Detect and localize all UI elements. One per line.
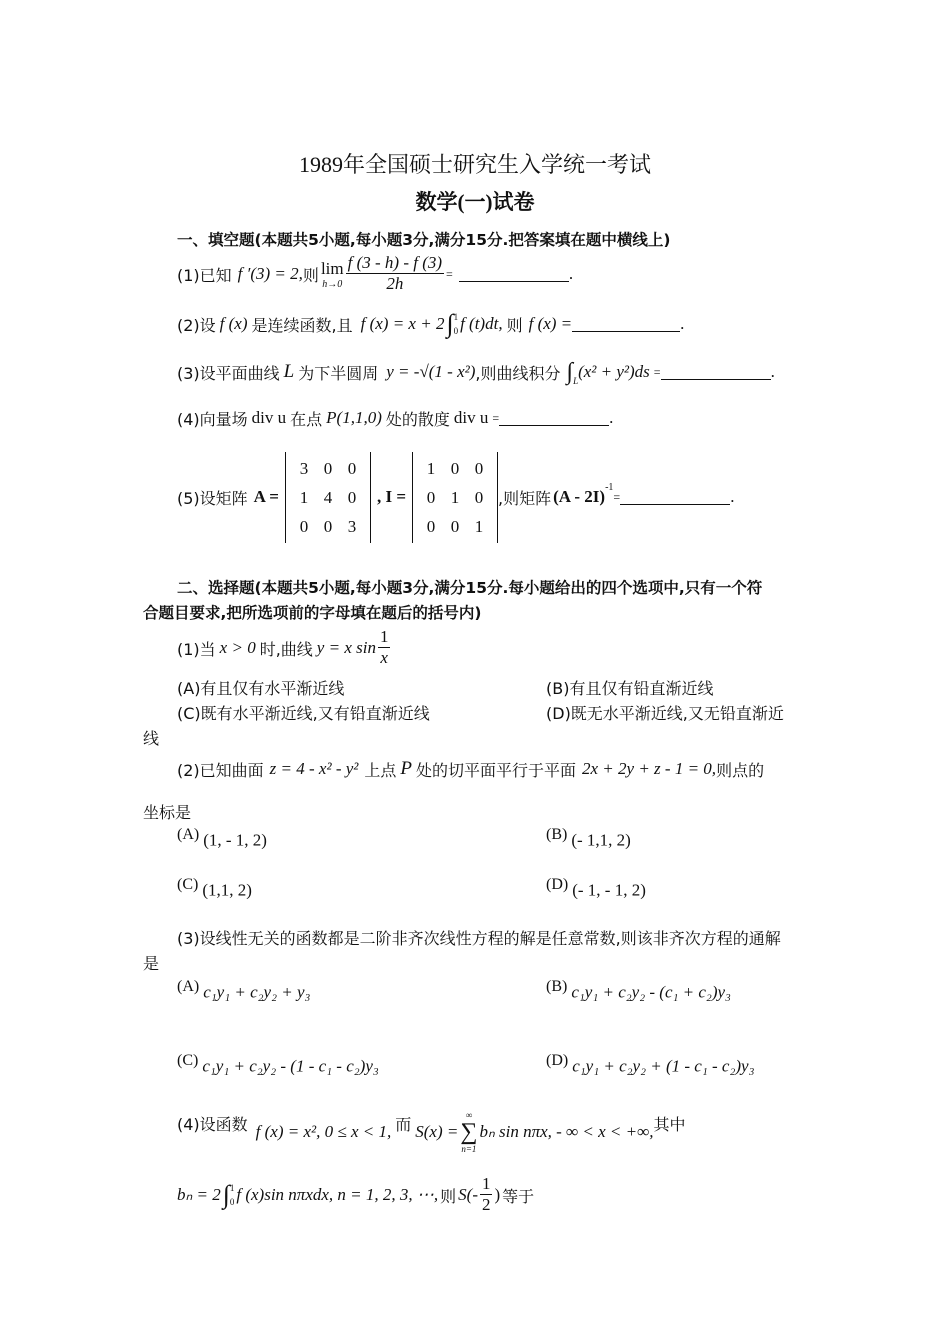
s2-q1-option-D[interactable]: (D)既无水平渐近线,又无铅直渐近 <box>546 704 784 723</box>
matrix-cell: 4 <box>323 487 333 507</box>
matrix-cell: 0 <box>426 516 436 536</box>
matrix-cell: 0 <box>347 458 357 478</box>
s2-q3-option-B[interactable] <box>546 978 731 1002</box>
fraction-denominator: 2h <box>386 273 404 293</box>
s2-q2-mid2: 处的切平面平行于平面 <box>416 760 577 780</box>
integral-sign: ∫ <box>446 309 454 338</box>
s1-q3-prefix: (3)设平面曲线 <box>177 363 280 383</box>
s1-q3-period: . <box>770 362 775 381</box>
s2-q1-fraction <box>378 628 391 668</box>
integral-subscript: L <box>573 375 579 386</box>
s2-q4-integral <box>223 1180 235 1210</box>
s1-q3-curve: y = -√(1 - x²) <box>386 362 476 381</box>
integral-lower: 0 <box>453 326 459 336</box>
s1-q3-then: ,则曲线积分 <box>475 363 561 383</box>
option-label: (C) <box>177 876 199 893</box>
exam-subtitle: 数学(一)试卷 <box>415 190 535 214</box>
s1-q1-fraction <box>346 254 444 294</box>
s1-q5-expr: (A - 2I) <box>553 487 606 506</box>
s2-q4-line2 <box>177 1170 534 1220</box>
option-label: (C) <box>177 1052 199 1069</box>
s2-q2-prefix: (2)已知曲面 <box>177 760 264 780</box>
s1-q2-integrand: f (t)dt, <box>460 314 503 333</box>
s2-q2 <box>177 752 764 786</box>
s1-q4-point: P(1,1,0) <box>326 408 382 427</box>
s2-q4-and: 而 <box>395 1115 412 1134</box>
option-value: c₁y₁ + c₂y₂ - (c₁ + c₂)y₃ <box>571 982 731 1002</box>
matrix-cell: 1 <box>474 516 484 536</box>
fraction-denominator: x <box>380 647 388 667</box>
s2-q3-option-D[interactable] <box>546 1052 755 1076</box>
option-label: (A) <box>177 978 200 995</box>
s2-q4-sum <box>460 1110 477 1154</box>
matrix-I <box>412 452 498 543</box>
s2-q3-option-A[interactable] <box>177 978 310 1002</box>
s2-q4-integrand: f (x)sin nπxdx, n = 1, 2, 3, ⋯, <box>236 1185 439 1204</box>
s1-q4-div2: div u <box>453 408 489 427</box>
s1-q3-integral <box>567 359 579 386</box>
s1-q4-mid2: 处的散度 <box>385 409 450 429</box>
s2-q1-option-D-wrap: 线 <box>143 729 160 748</box>
s1-q2-fx: f (x) <box>219 314 248 333</box>
s1-q1-period: . <box>568 264 574 283</box>
s1-q5-prefix: (5)设矩阵 <box>177 488 248 508</box>
fraction-numerator: 1 <box>481 1173 491 1193</box>
exam-title: 1989年全国硕士研究生入学统一考试 <box>298 152 651 177</box>
s1-q2 <box>177 306 684 342</box>
matrix-cell: 0 <box>474 458 484 478</box>
s2-q4-close: ) <box>494 1185 501 1204</box>
matrix-cell: 0 <box>323 458 333 478</box>
s1-q4-period: . <box>609 408 614 427</box>
s2-q3-line2: 是 <box>143 954 160 973</box>
s1-q3-answer-blank[interactable] <box>661 365 771 380</box>
matrix-cell: 1 <box>299 487 309 507</box>
s1-q1-limit <box>321 259 344 290</box>
s2-q2-surface: z = 4 - x² - y² <box>269 759 359 778</box>
matrix-cell: 0 <box>299 516 309 536</box>
integral-upper: 1 <box>453 312 459 322</box>
matrix-cell: 0 <box>474 487 484 507</box>
option-value: c₁y₁ + c₂y₂ - (1 - c₁ - c₂)y₃ <box>202 1056 379 1076</box>
s2-q4-end: 等于 <box>502 1186 535 1206</box>
s2-q1-mid: 时,曲线 <box>259 639 313 659</box>
s2-q2-option-A[interactable] <box>177 826 267 850</box>
option-label: (B) <box>546 826 568 843</box>
s1-q1-equals: = <box>446 266 453 281</box>
option-value: (- 1, - 1, 2) <box>572 880 646 900</box>
s2-q4-bn: bₙ = 2 <box>177 1185 221 1204</box>
s2-q2-mid: 上点 <box>364 760 397 780</box>
s1-q2-period: . <box>680 314 685 333</box>
s1-q2-prefix: (2)设 <box>177 315 216 335</box>
s1-q5-answer-blank[interactable] <box>620 490 730 505</box>
s1-q5-period: . <box>730 487 735 506</box>
matrix-cell: 0 <box>323 516 333 536</box>
option-label: (B) <box>546 978 568 995</box>
limit-symbol: lim <box>320 258 344 278</box>
section2-heading-line1: 二、选择题(本题共5小题,每小题3分,满分15分.每小题给出的四个选项中,只有一个符 <box>177 579 763 597</box>
option-value: (1, - 1, 2) <box>203 830 267 850</box>
s2-q2-P: P <box>400 758 412 779</box>
s1-q1-then: 则 <box>302 265 319 285</box>
fraction-numerator: 1 <box>379 626 389 646</box>
s2-q4-then: 则 <box>440 1186 457 1206</box>
matrix-cell: 0 <box>347 487 357 507</box>
s2-q2-line2: 坐标是 <box>143 803 192 822</box>
integral-sign: ∫ <box>566 358 574 385</box>
matrix-A <box>285 452 371 543</box>
s2-q4-fraction <box>480 1175 493 1215</box>
s1-q4-prefix: (4)向量场 <box>177 409 248 429</box>
s1-q5 <box>177 452 734 542</box>
s1-q2-equation: f (x) = x + 2 <box>360 314 445 333</box>
s1-q1-prefix: (1)已知 <box>177 265 232 285</box>
sum-upper: ∞ <box>465 1110 473 1120</box>
s1-q5-I-label: , I = <box>376 487 407 506</box>
s1-q5-then: ,则矩阵 <box>498 488 552 508</box>
s2-q4-mid: 其中 <box>653 1115 686 1134</box>
option-label: (A) <box>177 826 200 843</box>
integral-upper: 1 <box>229 1183 235 1193</box>
option-label: (D) <box>546 1052 569 1069</box>
s2-q1-option-B[interactable]: (B)有且仅有铅直渐近线 <box>546 679 714 698</box>
matrix-cell: 0 <box>450 458 460 478</box>
s2-q1-option-A[interactable]: (A)有且仅有水平渐近线 <box>177 679 345 698</box>
s2-q1 <box>177 625 392 671</box>
s1-q3-L: L <box>283 361 295 382</box>
option-value: (1,1, 2) <box>202 880 252 900</box>
s1-q2-ask: f (x) = <box>528 314 573 333</box>
section1-heading: 一、填空题(本题共5小题,每小题3分,满分15分.把答案填在题中横线上) <box>177 231 671 249</box>
s1-q4-answer-blank[interactable] <box>499 411 609 426</box>
s2-q4-series: bₙ sin nπx, - ∞ < x < +∞, <box>479 1122 654 1141</box>
s2-q4-fx: f (x) = x², 0 ≤ x < 1, <box>255 1122 392 1141</box>
s1-q2-integral <box>446 309 458 339</box>
s1-q1-condition: f ′(3) = 2, <box>237 264 303 283</box>
s1-q2-mid: 是连续函数,且 <box>251 315 353 335</box>
option-label: (D) <box>546 876 569 893</box>
s2-q2-plane: 2x + 2y + z - 1 = 0, <box>582 759 717 778</box>
s1-q2-then: 则 <box>506 315 523 335</box>
option-value: (- 1,1, 2) <box>571 830 631 850</box>
s1-q1 <box>177 250 573 298</box>
matrix-cell: 0 <box>450 516 460 536</box>
s1-q4-div: div u <box>251 408 287 427</box>
sum-lower: n=1 <box>461 1144 477 1154</box>
s2-q4 <box>177 1108 686 1156</box>
s2-q1-condition: x > 0 <box>219 638 256 657</box>
s2-q2-option-D[interactable] <box>546 876 646 900</box>
s1-q3 <box>177 354 775 390</box>
matrix-cell: 3 <box>299 458 309 478</box>
fraction-numerator: f (3 - h) - f (3) <box>347 252 443 272</box>
integral-sign: ∫ <box>222 1180 230 1209</box>
s1-q3-equals: = <box>653 364 661 379</box>
s2-q1-curve: y = x sin <box>316 638 376 657</box>
s2-q3-option-C[interactable] <box>177 1052 379 1076</box>
s2-q2-option-B[interactable] <box>546 826 631 850</box>
matrix-cell: 1 <box>426 458 436 478</box>
s1-q4-mid: 在点 <box>290 409 323 429</box>
s1-q4-equals: = <box>492 410 500 425</box>
s1-q3-mid: 为下半圆周 <box>298 363 379 383</box>
s2-q2-option-C[interactable] <box>177 876 252 900</box>
matrix-cell: 0 <box>426 487 436 507</box>
matrix-cell: 1 <box>450 487 460 507</box>
s1-q5-equals: = <box>613 489 621 504</box>
s2-q1-prefix: (1)当 <box>177 639 216 659</box>
s2-q3-line1: (3)设线性无关的函数都是二阶非齐次线性方程的解是任意常数,则该非齐次方程的通解 <box>177 929 781 948</box>
s2-q2-then: 则点的 <box>716 760 765 780</box>
integral-lower: 0 <box>229 1197 235 1207</box>
matrix-cell: 3 <box>347 516 357 536</box>
s2-q1-option-C[interactable]: (C)既有水平渐近线,又有铅直渐近线 <box>177 704 430 723</box>
s1-q3-integrand: (x² + y²)ds <box>578 362 650 381</box>
option-value: c₁y₁ + c₂y₂ + (1 - c₁ - c₂)y₃ <box>572 1056 755 1076</box>
s1-q5-A-label: A = <box>253 487 279 506</box>
s2-q4-S: S(x) = <box>415 1122 459 1141</box>
section2-heading-line2: 合题目要求,把所选项前的字母填在题后的括号内) <box>143 604 482 622</box>
s2-q4-S2: S(- <box>458 1185 478 1204</box>
s1-q2-answer-blank[interactable] <box>572 317 680 332</box>
s1-q5-exponent: -1 <box>605 482 614 493</box>
fraction-denominator: 2 <box>481 1194 491 1214</box>
option-value: c₁y₁ + c₂y₂ + y₃ <box>203 982 311 1002</box>
limit-subscript: h→0 <box>322 278 343 290</box>
s2-q4-prefix: (4)设函数 <box>177 1115 248 1134</box>
sum-sign: ∑ <box>460 1119 478 1145</box>
s1-q4 <box>177 400 613 436</box>
s1-q1-answer-blank[interactable] <box>459 267 569 282</box>
